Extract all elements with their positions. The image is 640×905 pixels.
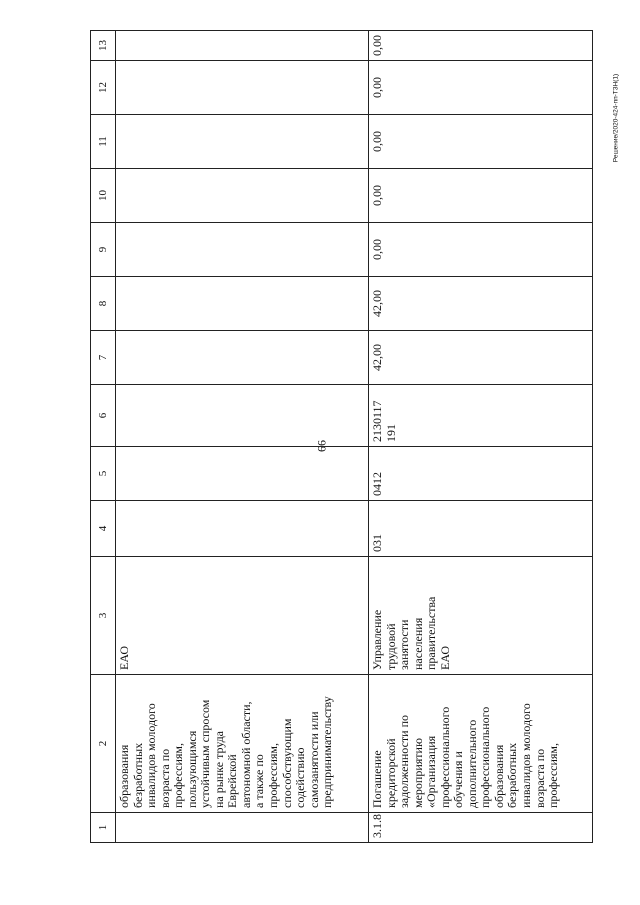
item-target-code (116, 385, 369, 447)
column-number: 12 (91, 61, 116, 115)
item-responsible: Управление трудовой занятости населения правительства ЕАО (369, 557, 593, 675)
column-number: 9 (91, 223, 116, 277)
item-description: образования безработных инвалидов молодого возраста по профессиям, пользующимся устойчивым спросом на рынке труда Еврейской автономной области, а также по профессиям, способствующим содействию самозанятости или предпринимательству (116, 675, 369, 813)
column-number: 3 (91, 557, 116, 675)
item-value (116, 277, 369, 331)
table-row (369, 31, 593, 843)
item-value (116, 331, 369, 385)
item-value: 42,00 (369, 331, 593, 385)
column-number: 4 (91, 501, 116, 557)
budget-table-container (90, 31, 585, 843)
budget-table (90, 30, 593, 843)
column-number: 2 (91, 675, 116, 813)
column-number: 7 (91, 331, 116, 385)
table-row (116, 31, 369, 843)
item-responsible: ЕАО (116, 557, 369, 675)
item-value (116, 31, 369, 61)
item-target-code: 2130117 191 (369, 385, 593, 447)
column-number: 5 (91, 447, 116, 501)
item-number (116, 813, 369, 843)
column-number: 10 (91, 169, 116, 223)
item-value: 0,00 (369, 31, 593, 61)
item-section: 0412 (369, 447, 593, 501)
item-grbs (116, 501, 369, 557)
item-value (116, 223, 369, 277)
item-grbs: 031 (369, 501, 593, 557)
column-number: 13 (91, 31, 116, 61)
item-value (116, 61, 369, 115)
item-value: 0,00 (369, 115, 593, 169)
column-number-row (91, 31, 116, 843)
item-value: 42,00 (369, 277, 593, 331)
column-number: 8 (91, 277, 116, 331)
column-number: 1 (91, 813, 116, 843)
item-value: 0,00 (369, 169, 593, 223)
item-value: 0,00 (369, 223, 593, 277)
item-value (116, 115, 369, 169)
page-number: 66 (314, 440, 329, 452)
item-value: 0,00 (369, 61, 593, 115)
column-number: 11 (91, 115, 116, 169)
item-description: Погашение кредиторской задолженности по мероприятию «Организация профессионального обучения и дополнительного профессионального образования безработных инвалидов молодого возраста по профессиям, (369, 675, 593, 813)
item-section (116, 447, 369, 501)
item-value (116, 169, 369, 223)
item-number: 3.1.8 (369, 813, 593, 843)
document-reference: Решение/2020-424-пп-ТЗН(1) (612, 73, 620, 163)
column-number: 6 (91, 385, 116, 447)
